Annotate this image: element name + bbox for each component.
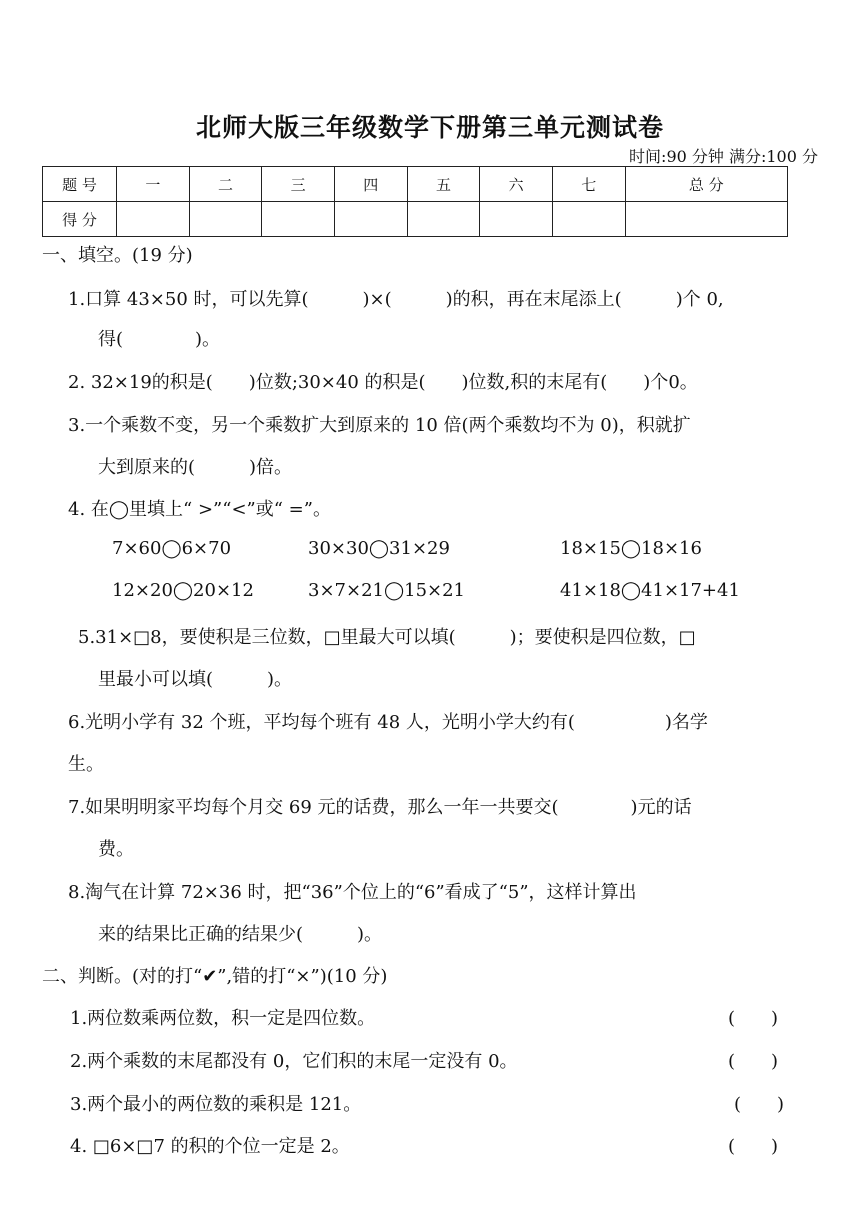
question-line: 3.一个乘数不变，另一个乘数扩大到原来的 10 倍(两个乘数均不为 0)，积就扩 — [68, 415, 691, 436]
question-line: 4. 在◯里填上“ >”“<”或“ =”。 — [68, 499, 331, 520]
question-line: 6.光明小学有 32 个班，平均每个班有 48 人，光明小学大约有( )名学 — [68, 712, 708, 733]
score-value-row — [43, 202, 788, 237]
question-line: 得( )。 — [98, 329, 221, 350]
score-header-cell: 四 — [334, 167, 407, 202]
judge-item-text: 2.两个乘数的末尾都没有 0，它们积的末尾一定没有 0。 — [70, 1051, 518, 1072]
compare-item: 12×20◯20×12 — [112, 580, 254, 601]
judge-answer-box[interactable]: ( ) — [728, 1136, 779, 1157]
score-header-row — [43, 167, 788, 202]
question-line: 8.淘气在计算 72×36 时，把“36”个位上的“6”看成了“5”，这样计算出 — [68, 882, 637, 903]
score-cell[interactable] — [480, 202, 553, 237]
question-line: 大到原来的( )倍。 — [98, 457, 293, 478]
exam-meta: 时间:90 分钟 满分:100 分 — [629, 147, 818, 166]
compare-item: 41×18◯41×17+41 — [560, 580, 740, 601]
judge-answer-box[interactable]: ( ) — [734, 1094, 785, 1115]
section-heading-fill: 一、填空。(19 分) — [42, 245, 193, 266]
score-cell[interactable] — [407, 202, 480, 237]
compare-item: 3×7×21◯15×21 — [308, 580, 466, 601]
score-header-cell: 一 — [117, 167, 190, 202]
score-cell[interactable] — [262, 202, 335, 237]
score-header-cell: 三 — [262, 167, 335, 202]
score-row-label: 得 分 — [43, 202, 117, 237]
score-cell[interactable] — [334, 202, 407, 237]
judge-item-text: 3.两个最小的两位数的乘积是 121。 — [70, 1094, 362, 1115]
score-cell[interactable] — [189, 202, 262, 237]
score-cell[interactable] — [552, 202, 625, 237]
section-heading-judge: 二、判断。(对的打“✔”,错的打“×”)(10 分) — [42, 966, 388, 987]
question-line: 7.如果明明家平均每个月交 69 元的话费，那么一年一共要交( )元的话 — [68, 797, 692, 818]
question-line: 生。 — [68, 754, 104, 775]
judge-item-text: 4. □6×□7 的积的个位一定是 2。 — [70, 1136, 350, 1157]
judge-answer-box[interactable]: ( ) — [728, 1051, 779, 1072]
score-table — [42, 166, 788, 237]
question-line: 费。 — [98, 839, 134, 860]
question-line: 来的结果比正确的结果少( )。 — [98, 924, 383, 945]
question-line: 里最小可以填( )。 — [98, 669, 293, 690]
judge-answer-box[interactable]: ( ) — [728, 1008, 779, 1029]
compare-item: 30×30◯31×29 — [308, 538, 450, 559]
score-header-cell: 二 — [189, 167, 262, 202]
score-header-cell: 六 — [480, 167, 553, 202]
score-cell[interactable] — [625, 202, 787, 237]
question-line: 5.31×□8，要使积是三位数，□里最大可以填( )；要使积是四位数，□ — [78, 627, 696, 648]
compare-item: 7×60◯6×70 — [112, 538, 232, 559]
question-line: 2. 32×19的积是( )位数;30×40 的积是( )位数,积的末尾有( )个0。 — [68, 372, 698, 393]
score-header-cell: 题 号 — [43, 167, 117, 202]
score-header-cell: 七 — [552, 167, 625, 202]
score-header-cell: 五 — [407, 167, 480, 202]
score-cell[interactable] — [117, 202, 190, 237]
question-line: 1.口算 43×50 时，可以先算( )×( )的积，再在末尾添上( )个 0, — [68, 289, 724, 310]
compare-item: 18×15◯18×16 — [560, 538, 702, 559]
score-header-cell: 总 分 — [625, 167, 787, 202]
page-title: 北师大版三年级数学下册第三单元测试卷 — [195, 113, 664, 142]
judge-item-text: 1.两位数乘两位数，积一定是四位数。 — [70, 1008, 376, 1029]
